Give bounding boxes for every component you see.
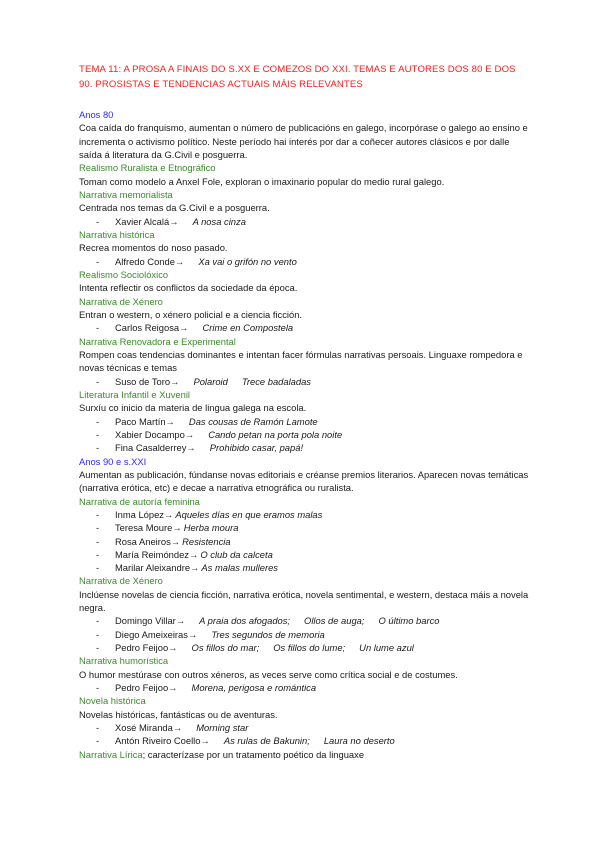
bullet-dash: - bbox=[96, 508, 100, 520]
work-title: A praia dos afogados; bbox=[199, 615, 291, 627]
bullet-dash: - bbox=[96, 548, 100, 560]
works-list bbox=[188, 322, 293, 333]
paragraph: O humor mestúrase con outros xéneros, as veces serve como crítica social e de costumes. bbox=[79, 668, 458, 680]
works-list bbox=[178, 642, 414, 653]
work-title: Resistencia bbox=[182, 535, 231, 547]
works-list bbox=[210, 735, 395, 746]
paragraph: Intenta reflectir os conflictos da sociedade da época. bbox=[79, 282, 298, 294]
bullet-dash: - bbox=[96, 642, 100, 654]
paragraph: Centrada nos temas da G.Civil e a posguerra. bbox=[79, 202, 270, 214]
works-list bbox=[182, 722, 248, 733]
works-list bbox=[184, 256, 297, 267]
author-name: Marilar Aleixandre→ bbox=[115, 562, 200, 574]
paragraph-text: ; caracterízase por un tratamento poético da linguaxe bbox=[142, 748, 365, 760]
works-list bbox=[196, 442, 303, 453]
works-list bbox=[173, 509, 322, 520]
paragraph: Recrea momentos do noso pasado. bbox=[79, 242, 228, 254]
work-title: Ollos de auga; bbox=[304, 615, 365, 627]
subsection-heading: Narrativa de autoría feminina bbox=[79, 495, 200, 507]
subsection-heading: Narrativa Lírica bbox=[79, 748, 143, 760]
author-name: Suso de Toro→ bbox=[115, 375, 180, 387]
paragraph: Surxíu co inicio da materia de lingua galega na escola. bbox=[79, 402, 307, 414]
author-name: Diego Ameixeiras→ bbox=[115, 628, 198, 640]
subsection-heading: Novela histórica bbox=[79, 695, 146, 707]
work-title: O club da calceta bbox=[200, 548, 273, 560]
works-list bbox=[198, 549, 272, 560]
author-name: Teresa Moure→ bbox=[115, 522, 182, 534]
work-title: Herba moura bbox=[183, 522, 239, 534]
list-item bbox=[79, 521, 529, 534]
bullet-dash: - bbox=[96, 562, 100, 574]
document-title: TEMA 11: A PROSA A FINAIS DO S.XX E COMEZOS DO XXI. TEMAS E AUTORES DOS 80 E DOS 90. PROSISTAS E TENDENCIAS ACTUAIS MÁIS RELEVANTES bbox=[79, 64, 516, 90]
subsection-heading: Narrativa de Xénero bbox=[79, 575, 163, 587]
list-item bbox=[79, 255, 529, 268]
bullet-dash: - bbox=[96, 415, 100, 427]
list-item bbox=[79, 375, 529, 388]
list-item bbox=[79, 535, 529, 548]
list-item bbox=[79, 548, 529, 561]
work-title: Morena, perigosa e romántica bbox=[191, 682, 317, 694]
work-title: Un lume azul bbox=[359, 642, 414, 654]
bullet-dash: - bbox=[96, 442, 100, 454]
work-title: As malas mulleres bbox=[201, 562, 278, 574]
work-title: Crime en Compostela bbox=[202, 322, 294, 334]
work-title: Tres segundos de memoria bbox=[211, 628, 325, 640]
bullet-dash: - bbox=[96, 522, 100, 534]
author-name: Xavier Alcalá→ bbox=[115, 215, 179, 227]
paragraph: Entran o western, o xénero policial e a ciencia ficción. bbox=[79, 308, 303, 320]
list-item bbox=[79, 641, 529, 654]
list-item bbox=[79, 441, 529, 454]
author-name: Xosé Miranda→ bbox=[115, 722, 183, 734]
subsection-heading: Realismo Sociolóxico bbox=[79, 268, 169, 280]
work-title: Cando petan na porta pola noite bbox=[208, 428, 343, 440]
bullet-dash: - bbox=[96, 428, 100, 440]
subsection-heading: Narrativa humorística bbox=[79, 655, 169, 667]
bullet-dash: - bbox=[96, 375, 100, 387]
work-title: Aqueles días en que eramos malas bbox=[175, 508, 323, 520]
works-list bbox=[178, 682, 317, 693]
paragraph bbox=[79, 748, 529, 761]
paragraph: Inclúense novelas de ciencia ficción, narrativa erótica, novela sentimental, e western, destaca máis a novela negra. bbox=[79, 588, 529, 614]
work-title: Xa vai o grifón no vento bbox=[198, 255, 297, 267]
author-name: Xabier Docampo→ bbox=[115, 428, 195, 440]
subsection-heading: Literatura Infantil e Xuvenil bbox=[79, 388, 191, 400]
section-heading: Anos 80 bbox=[79, 109, 114, 120]
list-item bbox=[79, 734, 529, 747]
subsection-heading: Narrativa de Xénero bbox=[79, 295, 163, 307]
author-name: Pedro Feijoo→ bbox=[115, 682, 178, 694]
work-title: As rulas de Bakunin; bbox=[223, 735, 310, 747]
section-heading: Anos 90 e s.XXI bbox=[79, 455, 147, 467]
author-name: Domingo Villar→ bbox=[115, 615, 186, 627]
author-name: Pedro Feijoo→ bbox=[115, 642, 178, 654]
subsection-heading: Realismo Ruralista e Etnográfico bbox=[79, 162, 216, 174]
works-list bbox=[179, 216, 246, 227]
work-title: Prohibido casar, papá! bbox=[209, 442, 304, 454]
list-item bbox=[79, 215, 529, 228]
paragraph: Novelas históricas, fantásticas ou de aventuras. bbox=[79, 708, 278, 720]
works-list bbox=[185, 615, 439, 626]
works-list bbox=[182, 522, 239, 533]
bullet-dash: - bbox=[96, 735, 100, 747]
document bbox=[79, 63, 529, 761]
works-list bbox=[175, 416, 318, 427]
work-title: Trece badaladas bbox=[241, 375, 311, 387]
subsection-heading: Narrativa Renovadora e Experimental bbox=[79, 335, 236, 347]
author-name: Fina Casalderrey→ bbox=[115, 442, 196, 454]
works-list bbox=[199, 562, 278, 573]
bullet-dash: - bbox=[96, 628, 100, 640]
bullet-dash: - bbox=[96, 535, 100, 547]
works-list bbox=[194, 429, 342, 440]
bullet-dash: - bbox=[96, 682, 100, 694]
author-name: Antón Riveiro Coello→ bbox=[115, 735, 210, 747]
list-item bbox=[79, 508, 529, 521]
bullet-dash: - bbox=[96, 255, 100, 267]
works-list bbox=[180, 536, 230, 547]
list-item bbox=[79, 721, 529, 734]
work-title: Polaroid bbox=[193, 375, 228, 387]
work-title: Os fillos do mar; bbox=[191, 642, 260, 654]
work-title: Laura no deserto bbox=[323, 735, 395, 747]
list-item bbox=[79, 415, 529, 428]
author-name: Carlos Reigosa→ bbox=[115, 322, 189, 334]
list-item bbox=[79, 561, 529, 574]
list-item bbox=[79, 321, 529, 334]
work-title: Os fillos do lume; bbox=[273, 642, 346, 654]
works-list bbox=[179, 376, 311, 387]
list-item bbox=[79, 614, 529, 627]
author-name: Paco Martín→ bbox=[115, 415, 175, 427]
list-item bbox=[79, 428, 529, 441]
subsection-heading: Narrativa memorialista bbox=[79, 188, 173, 200]
paragraph: Toman como modelo a Anxel Fole, exploran o imaxinario popular do medio rural galego. bbox=[79, 175, 445, 187]
author-name: Alfredo Conde→ bbox=[115, 255, 185, 267]
work-title: Das cousas de Ramón Lamote bbox=[188, 415, 318, 427]
list-item bbox=[79, 628, 529, 641]
paragraph: Aumentan as publicación, fúndanse novas editoriais e créanse premios literarios. Aparecen novas temáticas (narrativa erótica, etc) e decae a narrativa etnográfica ou ruralista. bbox=[79, 468, 529, 494]
bullet-dash: - bbox=[96, 615, 100, 627]
bullet-dash: - bbox=[96, 722, 100, 734]
author-name: Rosa Aneiros→ bbox=[115, 535, 181, 547]
bullet-dash: - bbox=[96, 322, 100, 334]
work-title: A nosa cinza bbox=[192, 215, 246, 227]
author-name: María Reimóndez→ bbox=[115, 548, 199, 560]
paragraph: Coa caída do franquismo, aumentan o número de publicacións en galego, incorpórase o galego ao ensino e incrementa o activismo político. Neste período hai interés por dar a coñecer autores clásicos e por dalle saída á literatura da G.Civil e posguerra. bbox=[79, 122, 528, 160]
paragraph: Rompen coas tendencias dominantes e intentan facer fórmulas narrativas persoais. Linguaxe rompedora e novas técnicas e temas bbox=[79, 348, 523, 374]
subsection-heading: Narrativa histórica bbox=[79, 228, 155, 240]
list-item bbox=[79, 681, 529, 694]
work-title: Morning star bbox=[196, 722, 249, 734]
work-title: O último barco bbox=[378, 615, 440, 627]
works-list bbox=[197, 629, 324, 640]
author-name: Inma López→ bbox=[115, 508, 174, 520]
document-body bbox=[79, 108, 529, 761]
bullet-dash: - bbox=[96, 215, 100, 227]
